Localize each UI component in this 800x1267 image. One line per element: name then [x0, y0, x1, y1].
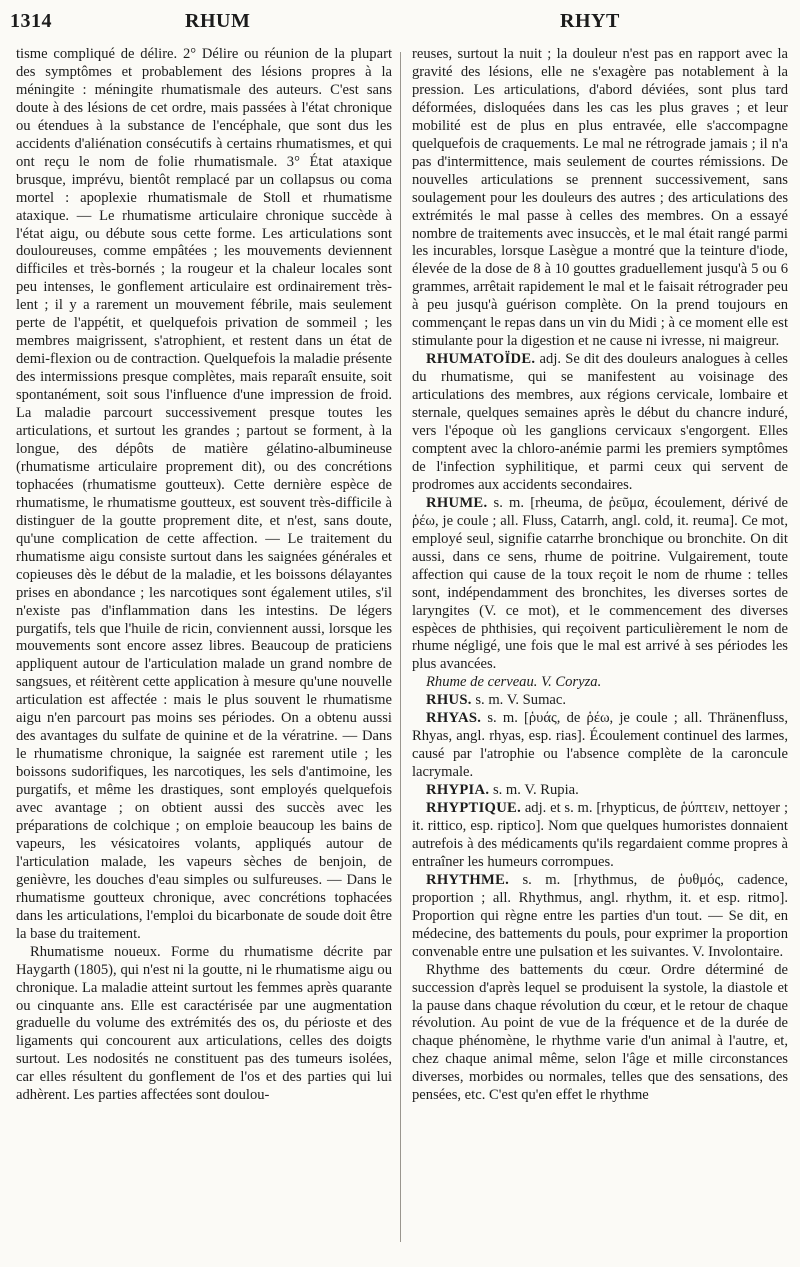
paragraph: Rhumatisme noueux. Forme du rhumatisme décrite par Haygarth (1805), qui n'est ni la goutte, ni le rhumatisme aigu ou chronique. La maladie atteint surtout les femmes après quarante ou cinquante ans. Elle est caractérisée par une augmentation graduelle du volume des extrémités des os, du périoste et des ligaments qui concourent aux articulations, celles des doigts surtout. Les nodosités ne constituent pas des tumeurs isolées, car elles résultent du gonflement de l'os et des parties qui lui adhèrent. Les parties affectées sont doulou- [16, 943, 392, 1104]
entry-text: s. m. V. Sumac. [471, 692, 567, 709]
dictionary-entry [412, 495, 788, 675]
entry-text: adj. Se dit des douleurs analogues à celles du rhumatisme, qui se manifestent au voisinage des articulations des membres, aux régions cervicale, lombaire et sternale, quelques semaines après le début du chancre induré, vers l'époque où les ganglions cervicaux s'engorgent. Elles comptent avec la chloro-anémie parmi les premiers symptômes de l'infection syphilitique, et parmi ceux qui servent de prodromes aux accidents secondaires. [412, 351, 788, 493]
dictionary-entry [412, 800, 788, 872]
left-column [16, 46, 392, 1256]
entry-text: Rhume de cerveau. V. Coryza. [426, 674, 602, 691]
paragraph: reuses, surtout la nuit ; la douleur n'est pas en rapport avec la gravité des lésions, elle ne s'exagère pas notablement à la pression. Les articulations, d'abord déviées, sont plus tard déformées, disloquées dans les cas les plus graves ; et leur mobilité est de plus en plus entravée, elle s'accompagne quelquefois de craquements. Le mal ne rétrograde jamais ; il n'a pas d'intermittence, mais seulement de courtes rémissions. De nouvelles articulations se prennent successivement, sans soulagement pour les douleurs des autres ; des articulations des extrémités le mal passe à celles des membres. On a essayé nombre de traitements avec insuccès, et le mal était rangé parmi les incurables, lorsque Lasègue a montré que la teinture d'iode, élevée de la dose de 8 à 10 gouttes graduellement jusqu'à 5 ou 6 grammes, arrêtait rapidement le mal et le faisait rétrograder peu à peu jusqu'à guérison complète. On la prend toujours en commençant le repas dans un vin du Midi ; à ce moment elle est stimulante pour la digestion et ne cause ni ivresse, ni maigreur. [412, 46, 788, 350]
page-number: 1314 [10, 10, 52, 32]
entry-headword: RHYPIA. [426, 782, 490, 799]
entry-text: Rhythme des battements du cœur. Ordre déterminé de succession d'après lequel se produisent la systole, la diastole et la pause dans chaque révolution du cœur, et le retour de chaque révolution. Au point de vue de la fréquence et de la durée de chaque phénomène, le rhythme varie d'un animal à l'autre, et, chez chaque animal même, selon l'âge et mille circonstances diverses, morbides ou normales, telles que des sensations, des pensées, etc. C'est qu'en effet le rhythme [412, 961, 788, 1104]
entry-headword: RHUME. [426, 494, 488, 511]
dictionary-entry [412, 674, 788, 692]
entry-text: s. m. V. Rupia. [489, 782, 579, 799]
entry-text: adj. et s. m. [rhypticus, de ῥύπτειν, nettoyer ; it. rittico, esp. riptico]. Nom que quelques humoristes donnaient autrefois à des médicaments qu'ils regardaient comme propres à entraîner les humeurs corrompues. [412, 800, 788, 870]
dictionary-entry [412, 962, 788, 1106]
dictionary-entry [412, 351, 788, 495]
entry-text: s. m. [rheuma, de ῥεῦμα, écoulement, dérivé de ῥέω, je coule ; all. Fluss, Catarrh, angl. cold, it. reuma]. Ce mot, employé seul, signifie catarrhe bronchique ou bronchite. On dit aussi, dans ce sens, rhume de poitrine. Vulgairement, toute affection qui cause de la toux reçoit le nom de rhume : telles sont, indépendamment des bronchites, les diverses sortes de laryngites (V. ce mot), et le commencement des diverses espèces de phthisies, qui reçoivent particulièrement le nom de rhume négligé, une fois que le mal est arrivé à ses périodes les plus avancées. [412, 494, 788, 673]
entry-headword: RHYPTIQUE. [426, 800, 522, 817]
right-column [412, 46, 788, 1256]
column-divider [400, 52, 401, 1242]
right-running-head: RHYT [560, 10, 620, 32]
dictionary-entry [412, 692, 788, 710]
page-header [10, 6, 790, 40]
dictionary-entry [412, 710, 788, 782]
dictionary-entry [412, 872, 788, 962]
left-running-head: RHUM [185, 10, 251, 32]
entry-text: s. m. [ῥυάς, de ῥέω, je coule ; all. Thränenfluss, Rhyas, angl. rhyas, esp. rias]. Écoulement continuel des larmes, causé par l'atrophie ou l'absence complète de la caroncule lacrymale. [412, 710, 788, 781]
entry-headword: RHUS. [426, 692, 472, 709]
paragraph: tisme compliqué de délire. 2° Délire ou réunion de la plupart des symptômes et probablement des lésions propres à la méningite : méningite rhumatismale des auteurs. C'est sans doute à des lésions de cet ordre, mais passées à l'état chronique ou étendues à la substance de l'encéphale, que sont dus les accidents d'aliénation consécutifs à certains rhumatismes, et qui ont reçu le nom de folie rhumatismale. 3° État ataxique brusque, imprévu, bientôt remplacé par un collapsus ou coma mortel : apoplexie rhumatismale de Stoll et rhumatisme ataxique. — Le rhumatisme articulaire chronique succède à l'état aigu, ou débute sous cette forme. Les articulations sont douloureuses, comme empâtées ; les mouvements deviennent difficiles et très-bornés ; la rougeur et la chaleur locales sont peu intenses, le gonflement articulaire est ordinairement très-lent ; il y a rarement un mouvement fébrile, mais seulement perte de l'appétit, et quelquefois privation de sommeil ; les membres maigrissent, s'atrophient, et restent dans un état de demi-flexion ou de contraction. Quelquefois la maladie présente des intermissions presque complètes, mais reparaît ensuite, soit spontanément, soit sous l'influence d'une impression de froid. La maladie parcourt successivement presque toutes les articulations, et surtout les grandes ; partout se forment, à la longue, des dépôts de matière gélatino-albumineuse (rhumatisme articulaire proprement dit), ou des concrétions tophacées (rhumatisme goutteux). Cette dernière espèce de rhumatisme, le rhumatisme goutteux, est souvent très-difficile à distinguer de la goutte proprement dite, et n'est, sans doute, qu'une complication de cette affection. — Le traitement du rhumatisme aigu consiste surtout dans les saignées générales et copieuses dès le début de la maladie, et les boissons délayantes prises en abondance ; les narcotiques sont également utiles, s'il n'existe pas d'inflammation dans les intestins. De légers purgatifs, tels que l'huile de ricin, conviennent aussi, lorsque les mouvements sont encore assez libres. Beaucoup de praticiens appliquent autour de l'articulation malade un grand nombre de sangsues, et réitèrent cette application à mesure qu'une nouvelle articulation est affectée : mais le plus souvent le rhumatisme aigu n'en parcourt pas moins ses périodes. On a obtenu aussi des avantages du sulfate de quinine et de la vératrine. — Dans le rhumatisme chronique, la saignée est rarement utile ; les boissons sudorifiques, les narcotiques, les sels d'antimoine, les purgatifs, et même les drastiques, sont employés quelquefois avec avantage ; on obtient aussi des succès avec les préparations de colchique ; on emploie beaucoup les bains de vapeurs, les vésicatoires volants, appliqués autour de l'articulation malade, les vapeurs sèches de benjoin, de genièvre, les douches d'eau simples ou sulfureuses. — Dans le rhumatisme goutteux chronique, avec concrétions tophacées dans les articulations, l'emploi du bicarbonate de soude doit être la base du traitement. [16, 46, 392, 942]
entry-text: s. m. [rhythmus, de ῥυθμός, cadence, proportion ; all. Rhythmus, angl. rhythm, it. et esp. ritmo]. Proportion qui règne entre les parties d'un tout. — Se dit, en médecine, des battements du pouls, pour exprimer la proportion convenable entre une pulsation et les suivantes. V. Involontaire. [412, 871, 788, 960]
entry-headword: RHYAS. [426, 710, 482, 727]
dictionary-entry [412, 782, 788, 800]
entry-headword: RHUMATOÏDE. [426, 351, 536, 368]
entry-headword: RHYTHME. [426, 871, 510, 888]
